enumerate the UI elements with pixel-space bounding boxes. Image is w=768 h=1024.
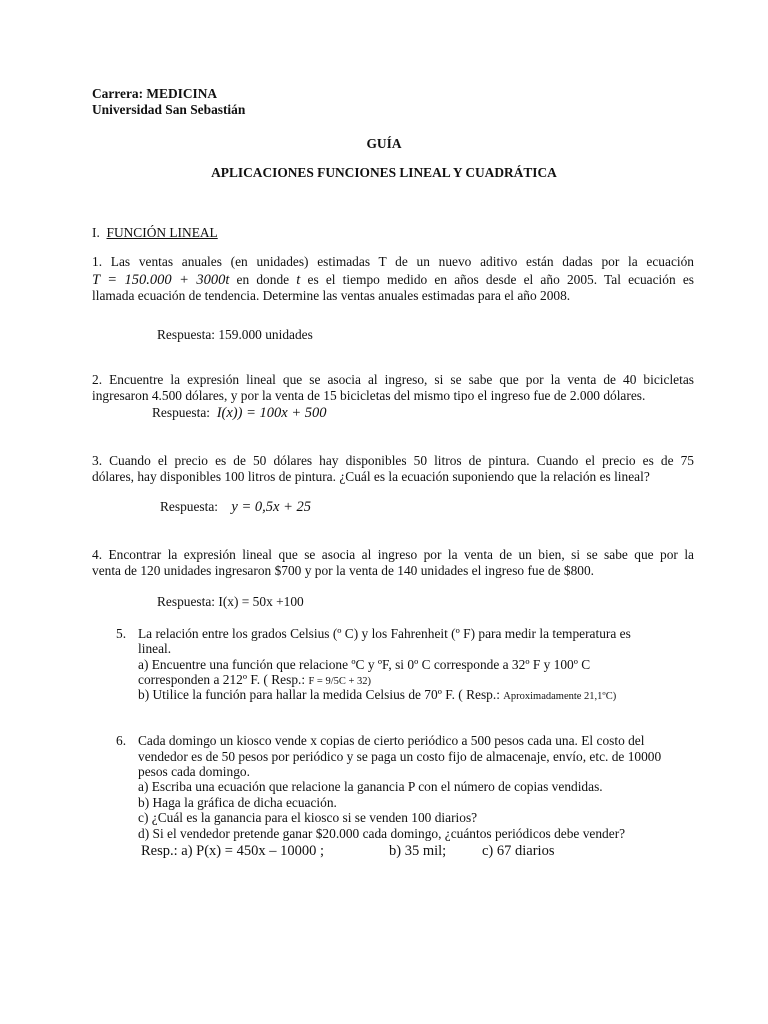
problem-5-formula: F = 9/5C + 32) bbox=[308, 676, 372, 687]
problem-2-line-2: ingresaron 4.500 dólares, y por la venta de 15 bicicletas del mismo tipo el ingreso fue de 2.000 dólares. bbox=[92, 388, 646, 403]
problem-5-text: b) Utilice la función para hallar la medida Celsius de 70º F. ( Resp.: bbox=[138, 687, 500, 702]
answer-label: Respuesta: bbox=[160, 499, 219, 514]
answer-a: Resp.: a) P(x) = 450x – 10000 ; bbox=[141, 843, 324, 859]
problem-5-line-5 bbox=[138, 687, 616, 705]
problem-6-line-2: vendedor es de 50 pesos por periódico y se paga un costo fijo de almacenaje, envío, etc. de 10000 bbox=[138, 749, 662, 764]
problem-6-answers bbox=[141, 842, 324, 860]
problem-6-line-1: Cada domingo un kiosco vende x copias de cierto periódico a 500 pesos cada una. El costo del bbox=[138, 733, 645, 748]
answer-equation: I(x)) = 100x + 500 bbox=[216, 405, 327, 421]
problem-1-text-a: en donde bbox=[236, 272, 290, 287]
problem-1-line-2 bbox=[92, 271, 694, 289]
problem-4-line-1: 4. Encontrar la expresión lineal que se asocia al ingreso por la venta de un bien, si se sabe que por la bbox=[92, 547, 694, 562]
variable-t: t bbox=[296, 272, 301, 288]
problem-5-text: corresponden a 212º F. ( Resp.: bbox=[138, 672, 306, 687]
problem-2-line-1: 2. Encuentre la expresión lineal que se asocia al ingreso, si se sabe que por la venta de 40 bicicletas bbox=[92, 372, 694, 387]
problem-2-answer bbox=[152, 405, 326, 421]
problem-6-line-5: b) Haga la gráfica de dicha ecuación. bbox=[138, 795, 337, 810]
problem-3-line-1: 3. Cuando el precio es de 50 dólares hay disponibles 50 litros de pintura. Cuando el precio es de 75 bbox=[92, 453, 694, 468]
answer-b: b) 35 mil; bbox=[389, 843, 447, 859]
problem-6-line-7: d) Si el vendedor pretende ganar $20.000 cada domingo, ¿cuántos periódicos debe vender? bbox=[138, 826, 626, 841]
problem-6-line-4: a) Escriba una ecuación que relacione la ganancia P con el número de copias vendidas. bbox=[138, 779, 603, 794]
problem-6-line-6: c) ¿Cuál es la ganancia para el kiosco si se venden 100 diarios? bbox=[138, 810, 478, 825]
problem-4-answer: Respuesta: I(x) = 50x +100 bbox=[157, 594, 304, 609]
problem-3-line-2: dólares, hay disponibles 100 litros de pintura. ¿Cuál es la ecuación suponiendo que la relación es lineal? bbox=[92, 469, 650, 484]
problem-4-line-2: venta de 120 unidades ingresaron $700 y por la venta de 140 unidades el ingreso fue de $800. bbox=[92, 563, 595, 578]
guide-subtitle: APLICACIONES FUNCIONES LINEAL Y CUADRÁTICA bbox=[211, 165, 557, 180]
answer-equation: y = 0,5x + 25 bbox=[231, 499, 311, 515]
problem-1-answer: Respuesta: 159.000 unidades bbox=[157, 327, 313, 342]
problem-6-line-3: pesos cada domingo. bbox=[138, 764, 250, 779]
trend-equation: T = 150.000 + 3000t bbox=[92, 272, 230, 288]
problem-1-line-1: 1. Las ventas anuales (en unidades) estimadas T de un nuevo aditivo están dadas por la ecuación bbox=[92, 254, 694, 269]
answer-label: Respuesta: bbox=[152, 405, 211, 420]
university-label: Universidad San Sebastián bbox=[92, 102, 246, 117]
section-title: FUNCIÓN LINEAL bbox=[106, 225, 218, 240]
career-label: Carrera: MEDICINA bbox=[92, 86, 218, 101]
problem-1-line-3: llamada ecuación de tendencia. Determine las ventas anuales estimadas para el año 2008. bbox=[92, 288, 571, 303]
problem-5-line-1: La relación entre los grados Celsius (º C) y los Fahrenheit (º F) para medir la temperatura es bbox=[138, 626, 631, 641]
guide-title: GUÍA bbox=[366, 136, 402, 151]
problem-3-answer bbox=[160, 499, 311, 515]
problem-5-answer: Aproximadamente 21,1ºC) bbox=[503, 691, 617, 702]
problem-5-line-2: lineal. bbox=[138, 641, 172, 656]
problem-5-number: 5. bbox=[116, 626, 127, 641]
section-heading bbox=[92, 225, 218, 241]
answer-c: c) 67 diarios bbox=[482, 843, 555, 859]
problem-5-line-3: a) Encuentre una función que relacione ºC y ºF, si 0º C corresponde a 32º F y 100º C bbox=[138, 657, 591, 672]
problem-1-text-b: es el tiempo medido en años desde el año 2005. Tal ecuación es bbox=[307, 272, 695, 287]
problem-6-number: 6. bbox=[116, 733, 127, 748]
section-number: I. bbox=[92, 225, 100, 240]
